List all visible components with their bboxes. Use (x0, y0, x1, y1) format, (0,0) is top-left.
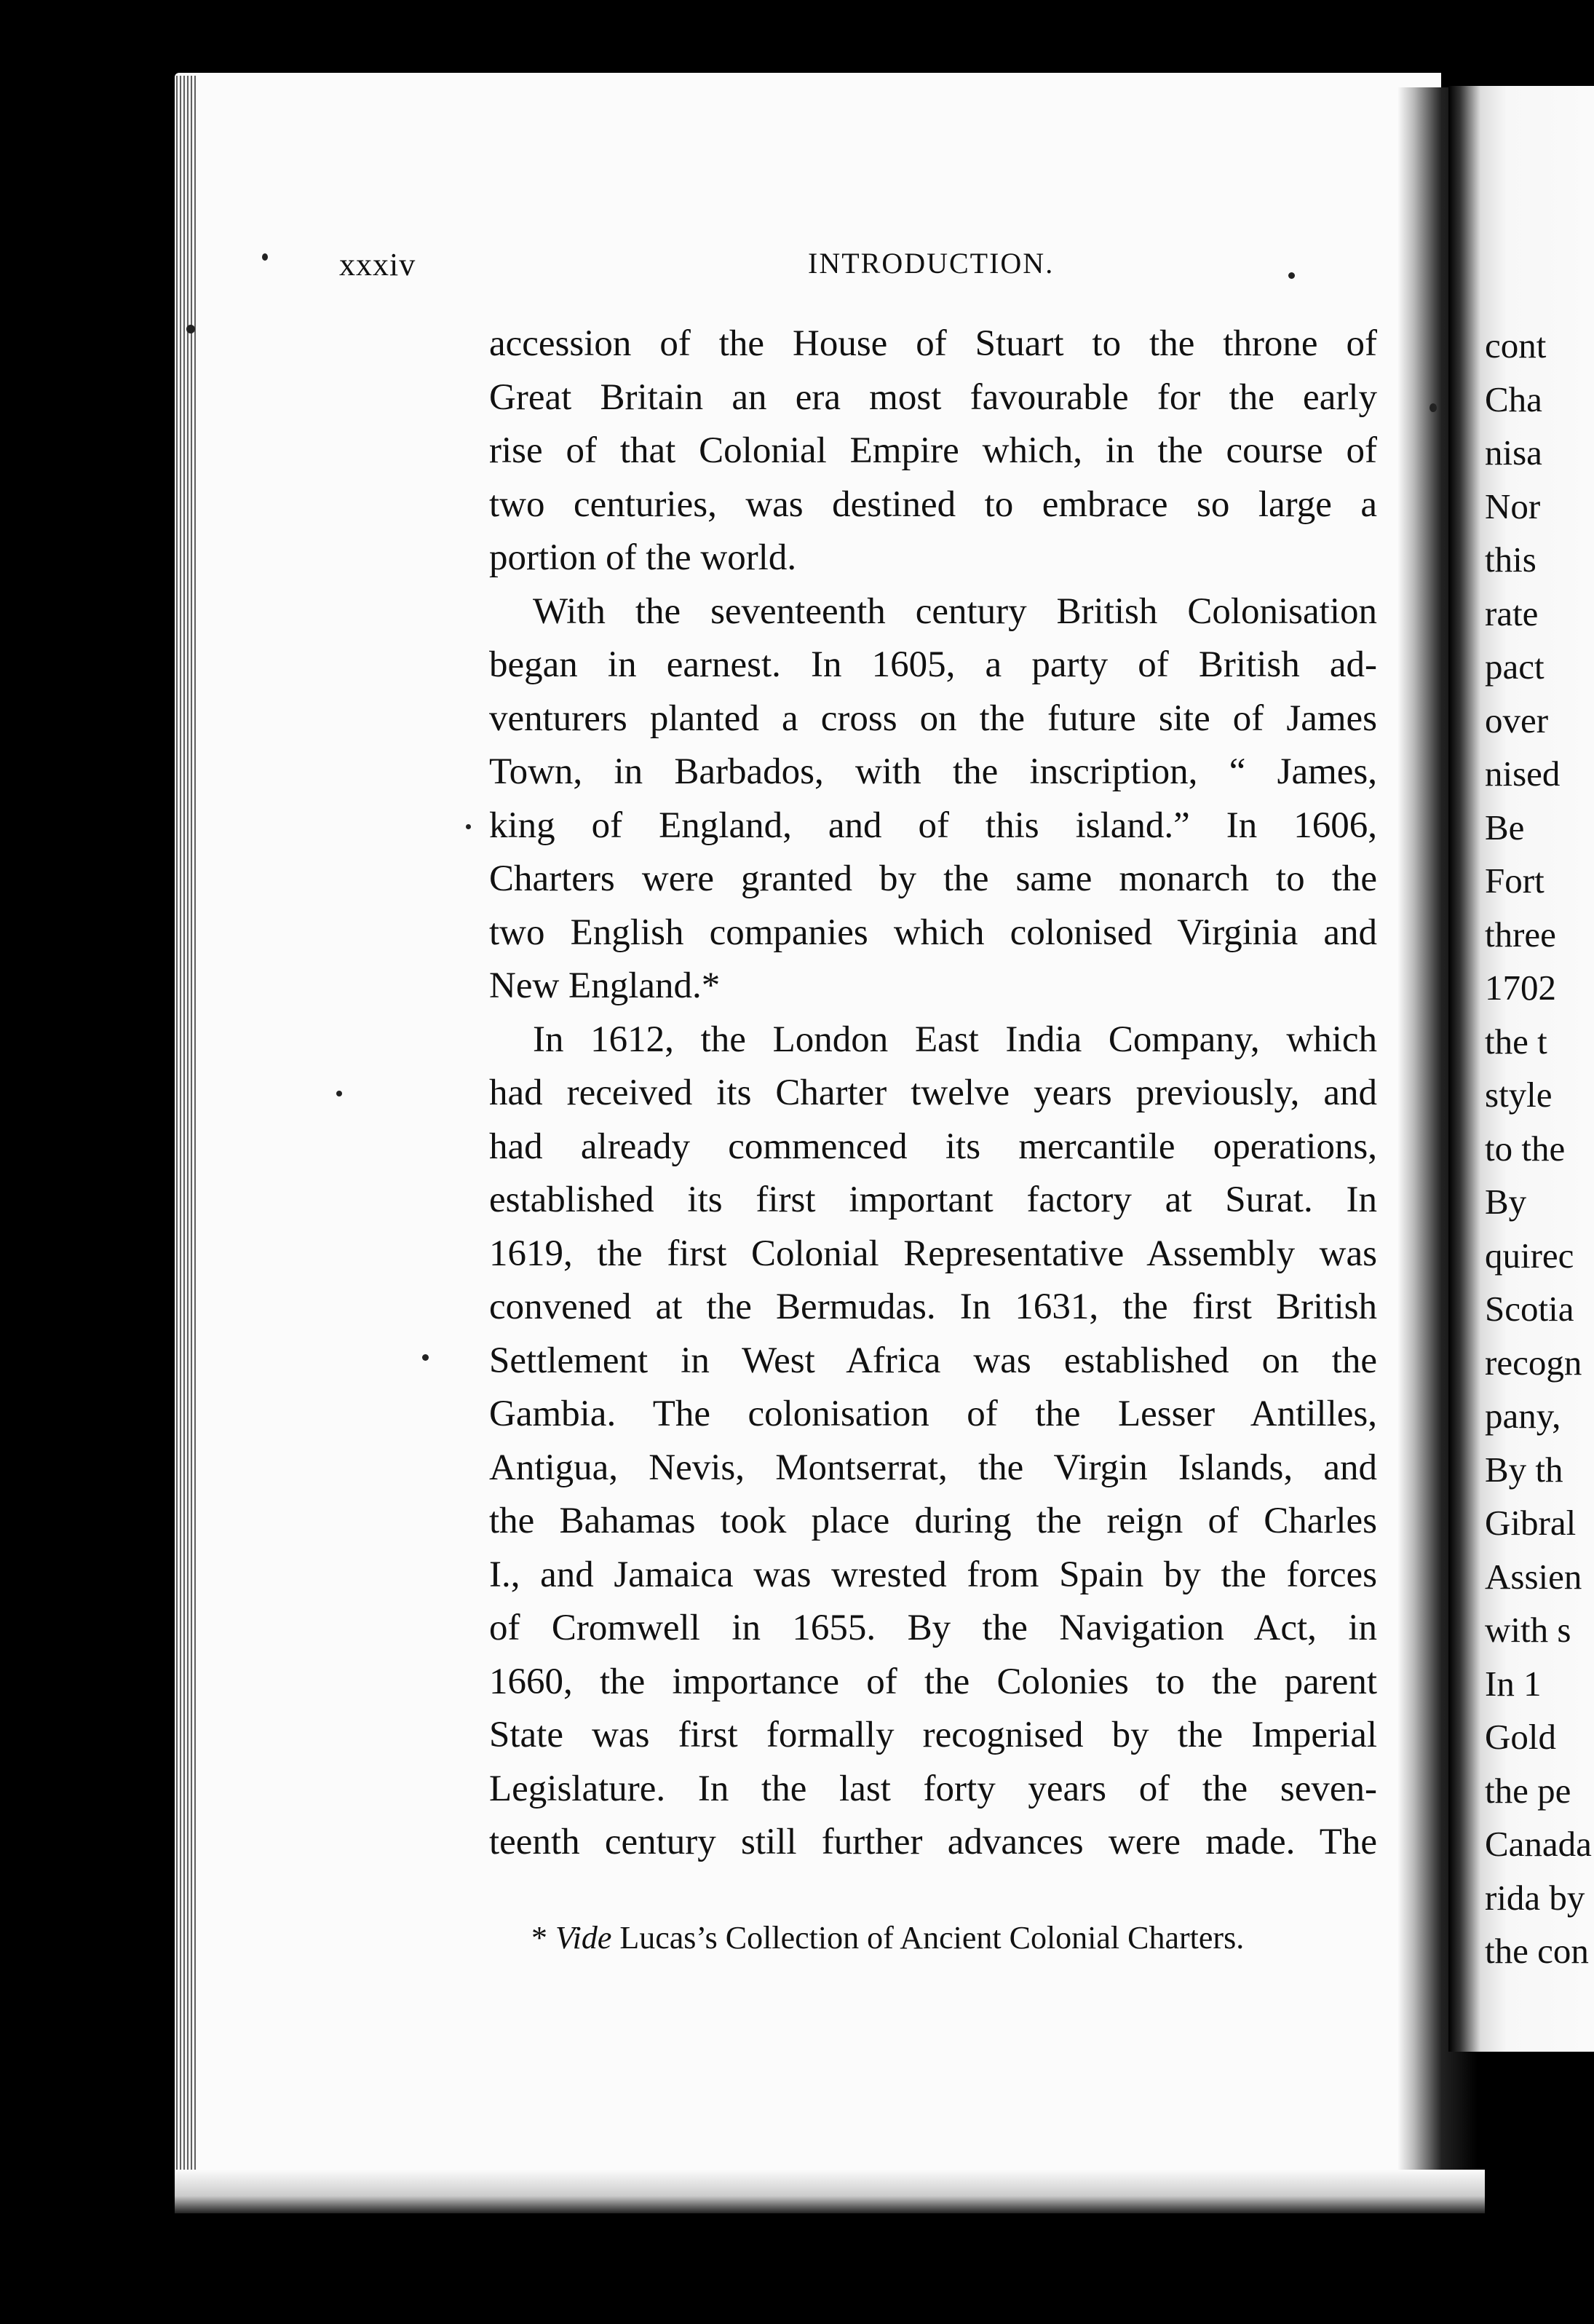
scan-speck (186, 325, 195, 333)
text-line: Antigua, Nevis, Montserrat, the Virgin Islands, and (489, 1447, 1377, 1488)
facing-line: nisa (1485, 432, 1542, 473)
facing-line: cont (1485, 325, 1547, 365)
text-line: two centuries, was destined to embrace so large a (489, 483, 1377, 525)
facing-line: By (1485, 1182, 1527, 1222)
scan-speck (1288, 272, 1295, 279)
text-line: Charters were granted by the same monarch to the (489, 858, 1377, 899)
facing-line: By th (1485, 1449, 1563, 1490)
running-title: INTRODUCTION. (808, 247, 1055, 280)
facing-line: with s (1485, 1610, 1571, 1650)
facing-line: the pe (1485, 1770, 1571, 1811)
facing-page-text (1485, 319, 1594, 1978)
text-line: established its first important factory at Surat. In (489, 1179, 1377, 1220)
facing-line: pany, (1485, 1396, 1561, 1436)
text-line: the Bahamas took place during the reign of Charles (489, 1501, 1377, 1541)
footnote-text: Lucas’s Collection of Ancient Colonial Charters. (619, 1920, 1245, 1956)
footnote (531, 1919, 1244, 1956)
text-line: Town, in Barbados, with the inscription, “ James, (489, 751, 1377, 792)
text-line: With the seventeenth century British Colonisation (533, 590, 1377, 632)
facing-line: this (1485, 540, 1536, 580)
text-line: 1619, the first Colonial Representative Assembly was (489, 1233, 1377, 1274)
text-line: venturers planted a cross on the future site of James (489, 697, 1377, 739)
scan-speck (336, 1091, 342, 1096)
facing-line: nised (1485, 754, 1561, 794)
text-line: began in earnest. In 1605, a party of British ad- (489, 644, 1377, 685)
text-line: teenth century still further advances were made. The (489, 1822, 1377, 1862)
text-line: Great Britain an era most favourable for the early (489, 376, 1377, 418)
page-bottom-edge (175, 2170, 1485, 2213)
footnote-marker: * (531, 1920, 547, 1956)
facing-line: Be (1485, 807, 1525, 847)
text-line: king of England, and of this island.” In 1606, (489, 805, 1377, 846)
body-text (489, 317, 1377, 1870)
facing-line: to the (1485, 1128, 1566, 1169)
text-line: 1660, the importance of the Colonies to the parent (489, 1661, 1377, 1702)
facing-line: Canada (1485, 1824, 1592, 1864)
facing-line: In 1 (1485, 1663, 1542, 1704)
facing-line: pact (1485, 647, 1545, 687)
facing-line: Fort (1485, 861, 1545, 901)
facing-line: rate (1485, 593, 1539, 633)
text-line: accession of the House of Stuart to the throne of (489, 323, 1377, 364)
facing-line: Gibral (1485, 1503, 1577, 1543)
facing-line: three (1485, 914, 1556, 954)
scan-speck (422, 1354, 429, 1361)
scan-speck (262, 253, 268, 261)
facing-line: Gold (1485, 1717, 1556, 1757)
text-line: had received its Charter twelve years previously, and (489, 1072, 1377, 1113)
facing-line: 1702 (1485, 968, 1556, 1008)
page-edge-lines (176, 76, 197, 2202)
facing-line: the t (1485, 1021, 1547, 1062)
text-line: Settlement in West Africa was established on the (489, 1340, 1377, 1381)
text-line: had already commenced its mercantile operations, (489, 1126, 1377, 1167)
facing-line: Scotia (1485, 1289, 1574, 1329)
facing-line: Cha (1485, 379, 1542, 419)
scan-speck (466, 824, 471, 829)
text-line: Gambia. The colonisation of the Lesser Antilles, (489, 1394, 1377, 1434)
facing-line: the con (1485, 1931, 1589, 1971)
text-line: two English companies which colonised Virginia and (489, 912, 1377, 953)
text-line: of Cromwell in 1655. By the Navigation Act, in (489, 1608, 1377, 1648)
text-line: State was first formally recognised by the Imperial (489, 1715, 1377, 1755)
facing-line: Nor (1485, 486, 1541, 526)
facing-line: Assien (1485, 1556, 1582, 1597)
scan-speck (1430, 403, 1437, 412)
text-line: I., and Jamaica was wrested from Spain by the forces (489, 1554, 1377, 1595)
text-line: New England.* (489, 965, 721, 1006)
text-line: rise of that Colonial Empire which, in the course of (489, 430, 1377, 471)
facing-line: style (1485, 1075, 1553, 1115)
footnote-vide: Vide (555, 1920, 612, 1956)
text-line: In 1612, the London East India Company, which (533, 1019, 1377, 1060)
text-line: portion of the world. (489, 537, 797, 578)
page-number: xxxiv (339, 247, 416, 282)
text-line: Legislature. In the last forty years of the seven- (489, 1768, 1377, 1809)
text-line: convened at the Bermudas. In 1631, the first British (489, 1286, 1377, 1327)
facing-line: quirec (1485, 1235, 1574, 1276)
facing-line: recogn (1485, 1342, 1582, 1383)
facing-line: over (1485, 700, 1549, 740)
facing-line: rida by (1485, 1877, 1585, 1918)
